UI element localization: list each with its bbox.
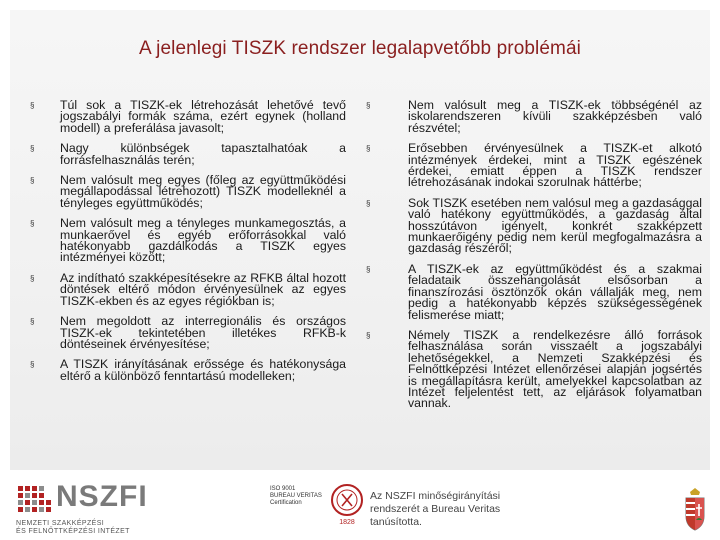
list-item — [30, 359, 346, 382]
list-item-text: Nem valósult meg a TISZK-ek többségénél az iskolarendszeren kívüli szakképzésben való részvétel; — [408, 98, 702, 135]
seal-year: 1828 — [339, 519, 355, 526]
bullet-icon: § — [366, 198, 371, 208]
bullet-icon: § — [366, 264, 371, 274]
list-item-text: Nem valósult meg egyes (főleg az együttműködési megállapodással létrehozott) TISZK modelleknél a tényleges együttműködés; — [60, 173, 346, 210]
left-bullet-list — [30, 100, 346, 391]
list-item-text: Nem valósult meg a tényleges munkamegosztás, a munkaerővel és egyéb erőforrásokkal való hatékonyabb gazdálkodás a TISZK egyes intézményei között; — [60, 216, 346, 265]
bullet-icon: § — [30, 317, 35, 327]
bullet-icon: § — [366, 144, 371, 154]
certification-statement: Az NSZFI minőségirányítási rendszerét a Bureau Veritas tanúsította. — [370, 490, 501, 528]
list-item-text: Sok TISZK esetében nem valósul meg a gazdasággal való hatékony együttműködés, a gazdaság által hosszútávon igényelt, konkrét szakképzett munkaerőigény pedig nem kerül megfogalmazásra a gazdaság részéről; — [408, 195, 702, 256]
bullet-icon: § — [30, 176, 35, 186]
nszfi-subtitle-line-2: ÉS FELNŐTTKÉPZÉSI INTÉZET — [16, 528, 130, 535]
bullet-icon: § — [30, 144, 35, 154]
list-item-text: A TISZK irányításának erőssége és hatékonysága eltérő a különböző fenntartású modelleken; — [60, 357, 346, 383]
slide-title: A jelenlegi TISZK rendszer legalapvetőbb problémái — [139, 38, 581, 59]
nszfi-logo-subtitle — [16, 520, 206, 536]
list-item-text: Némely TISZK a rendelkezésre álló források felhasználása során visszaélt a jogszabályi lehetőségekkel, a Nemzeti Szakképzési és Felnőttképzési Intézet ellenőrzései alapján jogsértés is megállapításra került, amelyekkel kapcsolatban az Intézet feljelentést tett, az eljárások folyamatban vannak. — [408, 327, 702, 411]
list-item — [30, 316, 346, 350]
list-item — [366, 195, 702, 256]
list-item — [366, 100, 702, 134]
list-item — [366, 143, 702, 189]
bullet-icon: § — [30, 219, 35, 229]
list-item — [366, 261, 702, 322]
list-item — [30, 218, 346, 264]
right-bullet-list — [366, 100, 702, 419]
list-item-text: A TISZK-ek az együttműködést és a szakmai feladataik összehangolását elsősorban a finanszírozási ösztönzők okán vállalják meg, nem pedig a hatékonyabb képzés szükségességének felismerése miatt; — [408, 261, 702, 322]
list-item-text: Túl sok a TISZK-ek létrehozását lehetővé tevő jogszabályi formák száma, ezért egynek (holland modell) a preferálása javasolt; — [60, 98, 346, 135]
bullet-icon: § — [30, 273, 35, 283]
list-item-text: Nagy különbségek tapasztalhatóak a forrásfelhasználás terén; — [60, 141, 346, 167]
hungarian-coat-of-arms-icon — [682, 486, 708, 532]
list-item — [30, 175, 346, 209]
footer — [0, 474, 720, 540]
cert-iso-label: ISO 9001 — [270, 486, 296, 492]
list-item — [30, 100, 346, 134]
nszfi-mark-icon — [16, 484, 52, 518]
bullet-icon: § — [30, 360, 35, 370]
bureau-veritas-seal-icon — [330, 480, 364, 528]
nszfi-logo-name: NSZFI — [56, 480, 148, 513]
bullet-icon: § — [366, 330, 371, 340]
nszfi-subtitle-line-1: NEMZETI SZAKKÉPZÉSI — [16, 520, 105, 527]
list-item — [366, 327, 702, 411]
cert-bv-label: BUREAU VERITAS — [270, 493, 322, 499]
nszfi-logo — [16, 480, 226, 535]
cert-certification-label: Certification — [270, 500, 302, 506]
list-item — [30, 270, 346, 308]
bullet-icon: § — [366, 101, 371, 110]
list-item-text: Erősebben érvényesülnek a TISZK-et alkotó intézmények érdekei, mint a TISZK egészének érdekei, emiatt éppen a TISZK rendszer létrehozásának indokai szorulnak háttérbe; — [408, 141, 702, 190]
list-item-text: Nem megoldott az interregionális és országos TISZK-ek tekintetében illetékes RFKB-k döntéseinek érvényesítése; — [60, 314, 346, 351]
iso-cert-badge — [270, 486, 330, 526]
list-item — [30, 143, 346, 166]
bullet-icon: § — [30, 101, 35, 110]
list-item-text: Az indítható szakképesítésekre az RFKB által hozott döntések eltérő módon érvényesülnek az egyes TISZK-ekben és az egyes régiókban is; — [60, 270, 346, 308]
